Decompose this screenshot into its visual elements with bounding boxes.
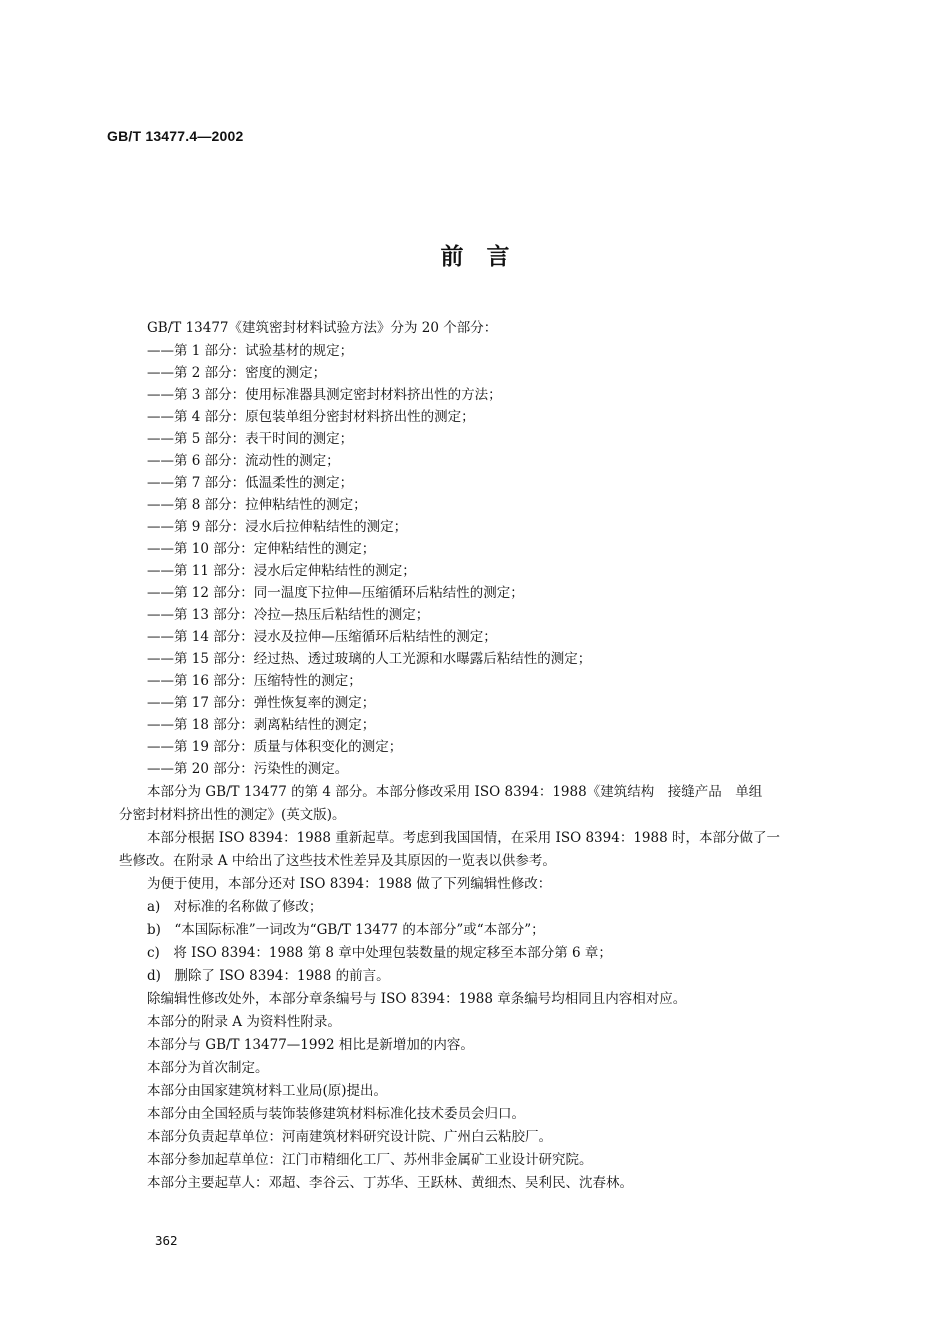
- closing-line-1: 除编辑性修改处外，本部分章条编号与 ISO 8394：1988 章条编号均相同且内容相对应。: [147, 991, 687, 1007]
- part-item-14: ——第 14 部分：浸水及拉伸—压缩循环后粘结性的测定；: [147, 629, 497, 645]
- standard-code-header: GB/T 13477.4—2002: [107, 128, 244, 144]
- closing-line-3: 本部分与 GB/T 13477—1992 相比是新增加的内容。: [147, 1037, 474, 1053]
- part-item-20: ——第 20 部分：污染性的测定。: [147, 761, 349, 777]
- page-title: 前 言: [440, 244, 510, 270]
- part-item-12: ——第 12 部分：同一温度下拉伸—压缩循环后粘结性的测定；: [147, 585, 524, 601]
- paragraph-1-line-1: 本部分为 GB/T 13477 的第 4 部分。本部分修改采用 ISO 8394：1988《建筑结构 接缝产品 单组: [147, 784, 763, 800]
- part-item-11: ——第 11 部分：浸水后定伸粘结性的测定；: [147, 563, 416, 579]
- part-item-16: ——第 16 部分：压缩特性的测定；: [147, 673, 362, 689]
- edit-item-c: c) 将 ISO 8394：1988 第 8 章中处理包装数量的规定移至本部分第 6 章；: [147, 945, 612, 961]
- part-item-13: ——第 13 部分：冷拉—热压后粘结性的测定；: [147, 607, 430, 623]
- part-item-3: ——第 3 部分：使用标准器具测定密封材料挤出性的方法；: [147, 387, 502, 403]
- closing-line-9: 本部分主要起草人：邓超、李谷云、丁苏华、王跃林、黄细杰、吴利民、沈春林。: [147, 1175, 633, 1191]
- closing-line-2: 本部分的附录 A 为资料性附录。: [147, 1014, 341, 1030]
- part-item-7: ——第 7 部分：低温柔性的测定；: [147, 475, 354, 491]
- paragraph-3: 为便于使用，本部分还对 ISO 8394：1988 做了下列编辑性修改：: [147, 876, 552, 892]
- edit-item-d: d) 删除了 ISO 8394：1988 的前言。: [147, 968, 390, 984]
- part-item-10: ——第 10 部分：定伸粘结性的测定；: [147, 541, 376, 557]
- paragraph-2-line-1: 本部分根据 ISO 8394：1988 重新起草。考虑到我国国情，在采用 ISO 8394：1988 时，本部分做了一: [147, 830, 780, 846]
- part-item-8: ——第 8 部分：拉伸粘结性的测定；: [147, 497, 367, 513]
- part-item-17: ——第 17 部分：弹性恢复率的测定；: [147, 695, 376, 711]
- part-item-1: ——第 1 部分：试验基材的规定；: [147, 343, 354, 359]
- closing-line-8: 本部分参加起草单位：江门市精细化工厂、苏州非金属矿工业设计研究院。: [147, 1152, 593, 1168]
- part-item-19: ——第 19 部分：质量与体积变化的测定；: [147, 739, 403, 755]
- closing-line-7: 本部分负责起草单位：河南建筑材料研究设计院、广州白云粘胶厂。: [147, 1129, 552, 1145]
- part-item-15: ——第 15 部分：经过热、透过玻璃的人工光源和水曝露后粘结性的测定；: [147, 651, 592, 667]
- closing-line-4: 本部分为首次制定。: [147, 1060, 269, 1076]
- edit-item-a: a) 对标准的名称做了修改；: [147, 899, 323, 915]
- part-item-5: ——第 5 部分：表干时间的测定；: [147, 431, 354, 447]
- closing-line-5: 本部分由国家建筑材料工业局(原)提出。: [147, 1083, 388, 1099]
- paragraph-2-line-2: 些修改。在附录 A 中给出了这些技术性差异及其原因的一览表以供参考。: [119, 853, 556, 869]
- intro-line: GB/T 13477《建筑密封材料试验方法》分为 20 个部分：: [147, 320, 498, 336]
- edit-item-b: b) “本国际标准”一词改为“GB/T 13477 的本部分”或“本部分”；: [147, 922, 545, 938]
- page-number: 362: [155, 1233, 178, 1248]
- paragraph-1-line-2: 分密封材料挤出性的测定》(英文版)。: [119, 807, 346, 823]
- part-item-9: ——第 9 部分：浸水后拉伸粘结性的测定；: [147, 519, 408, 535]
- part-item-18: ——第 18 部分：剥离粘结性的测定；: [147, 717, 376, 733]
- part-item-2: ——第 2 部分：密度的测定；: [147, 365, 327, 381]
- closing-line-6: 本部分由全国轻质与装饰装修建筑材料标准化技术委员会归口。: [147, 1106, 525, 1122]
- part-item-6: ——第 6 部分：流动性的测定；: [147, 453, 340, 469]
- part-item-4: ——第 4 部分：原包装单组分密封材料挤出性的测定；: [147, 409, 475, 425]
